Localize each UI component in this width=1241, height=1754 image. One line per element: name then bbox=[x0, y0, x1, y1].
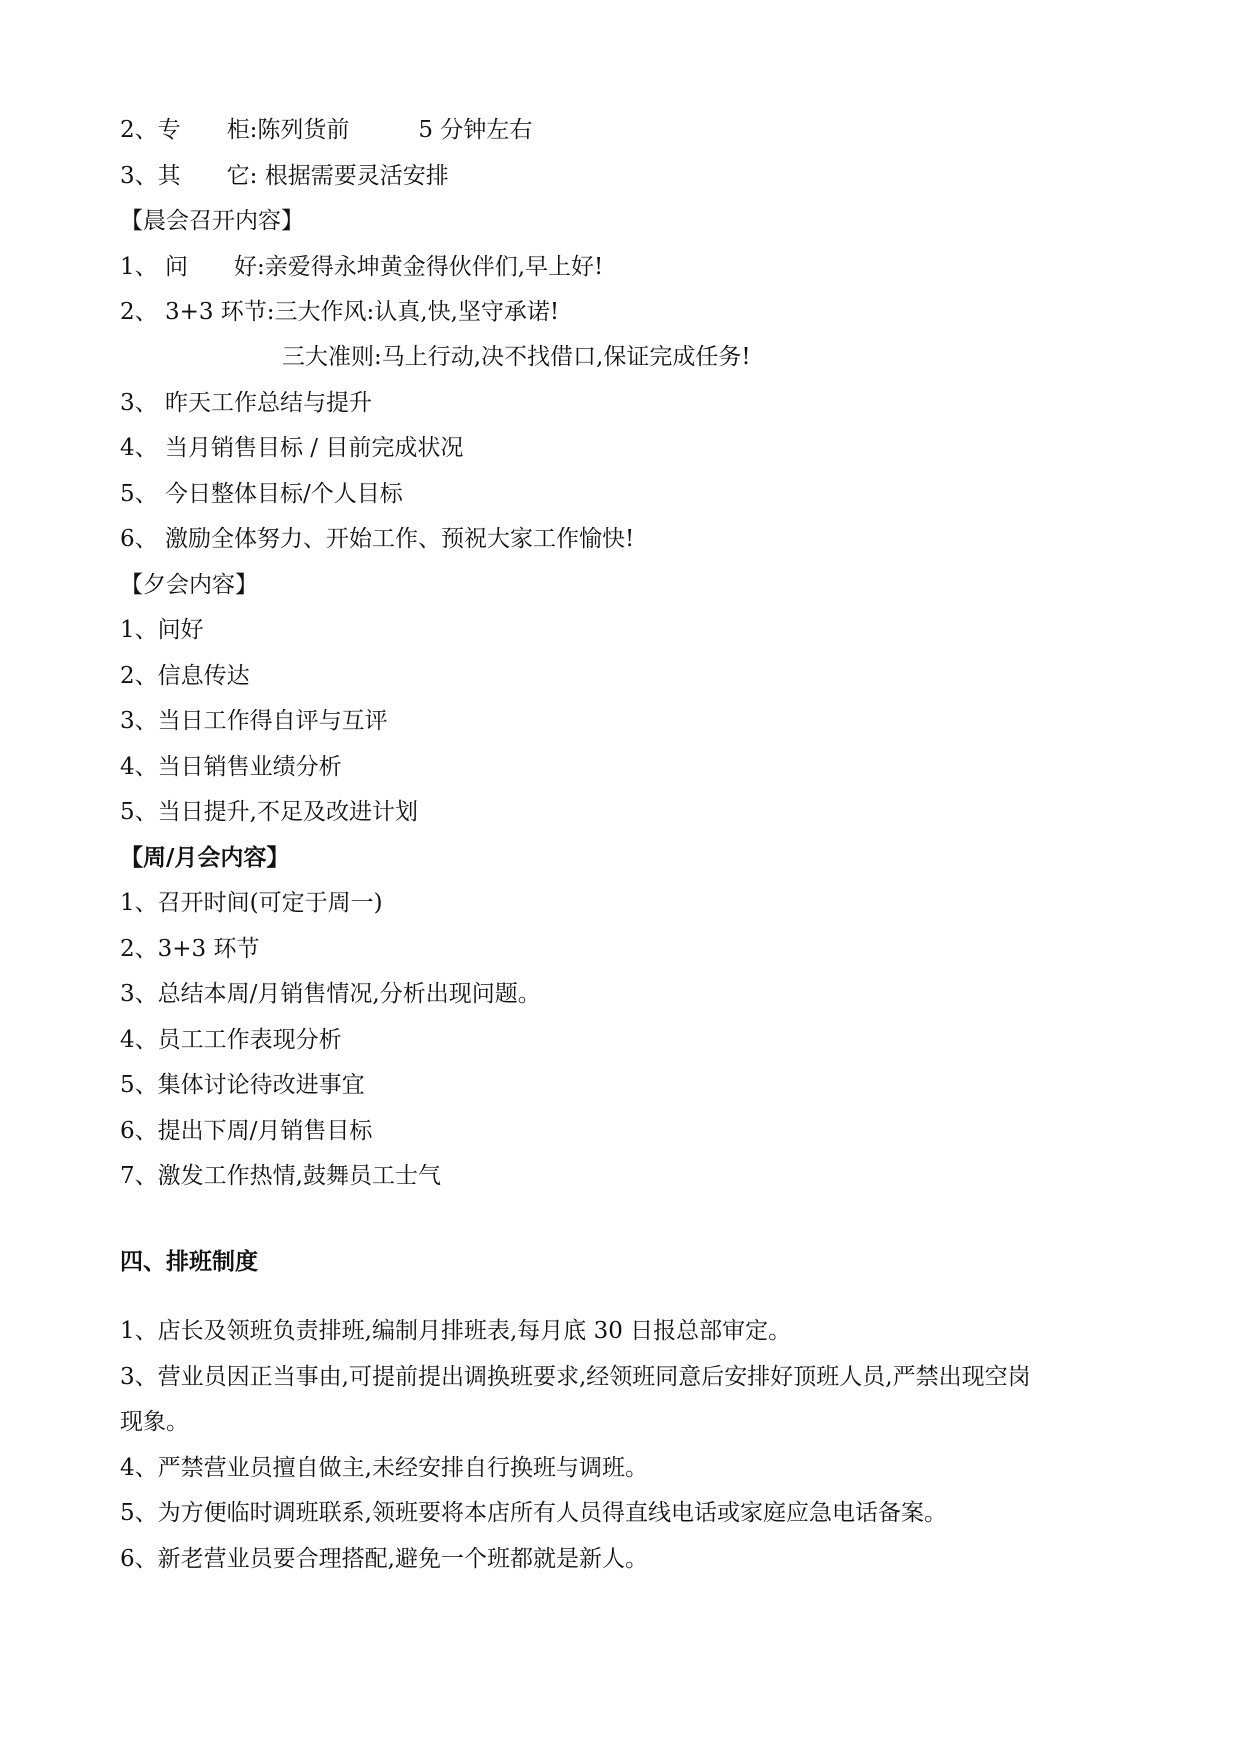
text-line: 1、问好 bbox=[120, 617, 204, 643]
text-line: 1、店长及领班负责排班,编制月排班表,每月底 30 日报总部审定。 bbox=[120, 1318, 792, 1344]
text-line: 三大准则:马上行动,决不找借口,保证完成任务! bbox=[282, 344, 751, 370]
section-heading: 【周/月会内容】 bbox=[120, 845, 290, 871]
section-heading: 【夕会内容】 bbox=[120, 572, 258, 598]
section-heading: 【晨会召开内容】 bbox=[120, 208, 304, 234]
text-line: 现象。 bbox=[120, 1409, 189, 1435]
text-line: 5、当日提升,不足及改进计划 bbox=[120, 799, 418, 825]
text-line: 3、其 它: 根据需要灵活安排 bbox=[120, 163, 449, 189]
text-line: 7、激发工作热情,鼓舞员工士气 bbox=[120, 1163, 441, 1189]
text-line: 6、新老营业员要合理搭配,避免一个班都就是新人。 bbox=[120, 1546, 648, 1572]
text-line: 1、召开时间(可定于周一) bbox=[120, 890, 383, 916]
text-line: 2、专 柜:陈列货前 5 分钟左右 bbox=[120, 117, 533, 143]
text-line: 6、提出下周/月销售目标 bbox=[120, 1118, 373, 1144]
text-line: 5、 今日整体目标/个人目标 bbox=[120, 481, 403, 507]
text-line: 3、 昨天工作总结与提升 bbox=[120, 390, 372, 416]
text-line: 4、当日销售业绩分析 bbox=[120, 754, 342, 780]
text-line: 1、 问 好:亲爱得永坤黄金得伙伴们,早上好! bbox=[120, 254, 604, 280]
text-line: 5、为方便临时调班联系,领班要将本店所有人员得直线电话或家庭应急电话备案。 bbox=[120, 1500, 947, 1526]
text-line: 3、营业员因正当事由,可提前提出调换班要求,经领班同意后安排好顶班人员,严禁出现空岗 bbox=[120, 1364, 1031, 1390]
text-line: 2、3+3 环节 bbox=[120, 936, 260, 962]
text-line: 4、员工工作表现分析 bbox=[120, 1027, 342, 1053]
text-line: 4、严禁营业员擅自做主,未经安排自行换班与调班。 bbox=[120, 1455, 648, 1481]
text-line: 4、 当月销售目标 / 目前完成状况 bbox=[120, 435, 464, 461]
text-line: 2、信息传达 bbox=[120, 663, 250, 689]
text-line: 3、总结本周/月销售情况,分析出现问题。 bbox=[120, 981, 541, 1007]
text-line: 3、当日工作得自评与互评 bbox=[120, 708, 388, 734]
text-line: 5、集体讨论待改进事宜 bbox=[120, 1072, 365, 1098]
text-line: 2、 3+3 环节:三大作风:认真,快,坚守承诺! bbox=[120, 299, 560, 325]
chapter-heading: 四、排班制度 bbox=[120, 1249, 258, 1275]
text-line: 6、 激励全体努力、开始工作、预祝大家工作愉快! bbox=[120, 526, 635, 552]
